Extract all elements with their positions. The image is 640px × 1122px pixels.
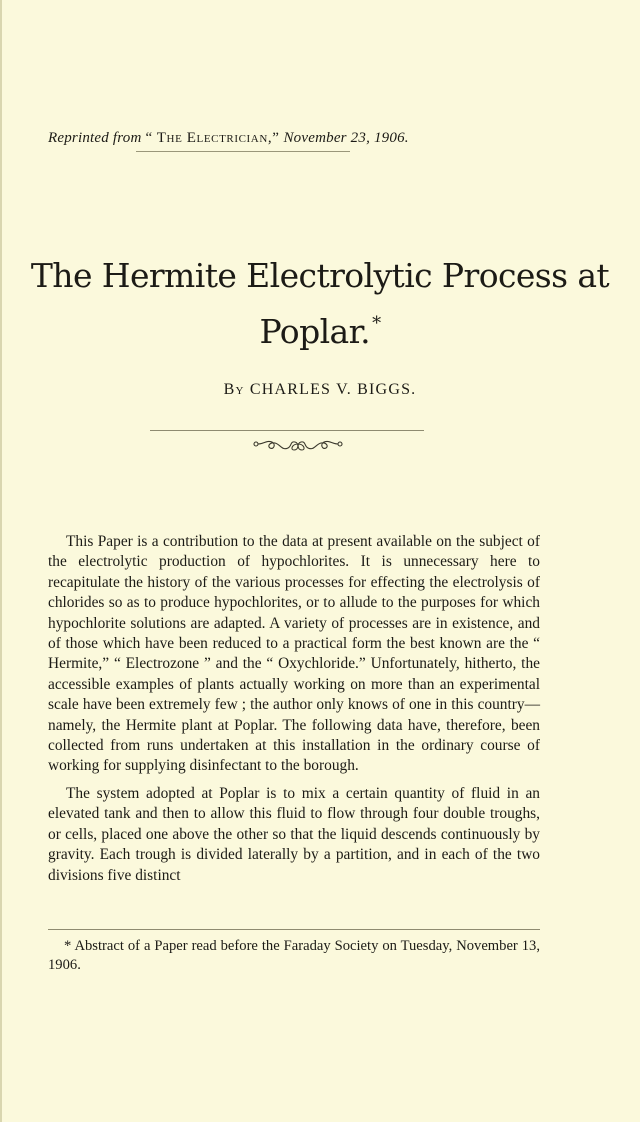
section-divider (150, 430, 424, 431)
title-footnote-mark: * (372, 313, 381, 334)
body-text (48, 532, 540, 886)
byline-by: By (223, 381, 245, 398)
reprint-notice (48, 130, 608, 147)
reprint-prefix: Reprinted from (48, 130, 142, 146)
byline (0, 381, 640, 399)
paragraph-1: This Paper is a contribution to the data at present available on the subject of the electrolytic production of hypochlorites. It is unnecessary here to recapitulate the history of the various processes for effecting the electrolysis of chlorides so as to produce hypochlorites, or to allude to the purposes for which hypochlorite solutions are adapted. A variety of processes are in existence, and of those which have been reduced to a practical form the best known are the “ Hermite,” “ Electrozone ” and the “ Oxychloride.” Unfortunately, hitherto, the accessible examples of plants actually working on more than an experimental scale have been extremely few ; the author only knows of one in this country—namely, the Hermite plant at Poplar. The following data have, therefore, been collected from runs undertaken at this installation in the ordinary course of working for supplying disinfectant to the borough. (48, 533, 540, 775)
footnote-rule (48, 929, 540, 930)
author-name: CHARLES V. BIGGS. (249, 381, 417, 398)
reprint-underline (136, 151, 350, 152)
paper-title (0, 252, 640, 356)
page-edge (0, 0, 2, 1122)
title-line-2 (0, 300, 640, 356)
title-line-1: The Hermite Electrolytic Process at (30, 256, 610, 295)
footnote: * Abstract of a Paper read before the Faraday Society on Tuesday, November 13, 1906. (48, 938, 540, 973)
journal-name: “ The Electrician,” (145, 130, 280, 146)
publication-date: November 23, 1906. (283, 130, 409, 146)
paragraph-2: The system adopted at Poplar is to mix a certain quantity of fluid in an elevated tank and then to allow this fluid to flow through four double troughs, or cells, placed one above the other so that the liquid descends continuously by gravity. Each trough is divided laterally by a partition, and in each of the two divisions five distinct (48, 784, 540, 884)
title-line-2-text: Poplar. (259, 312, 371, 351)
ornament-flourish-icon (248, 438, 348, 456)
